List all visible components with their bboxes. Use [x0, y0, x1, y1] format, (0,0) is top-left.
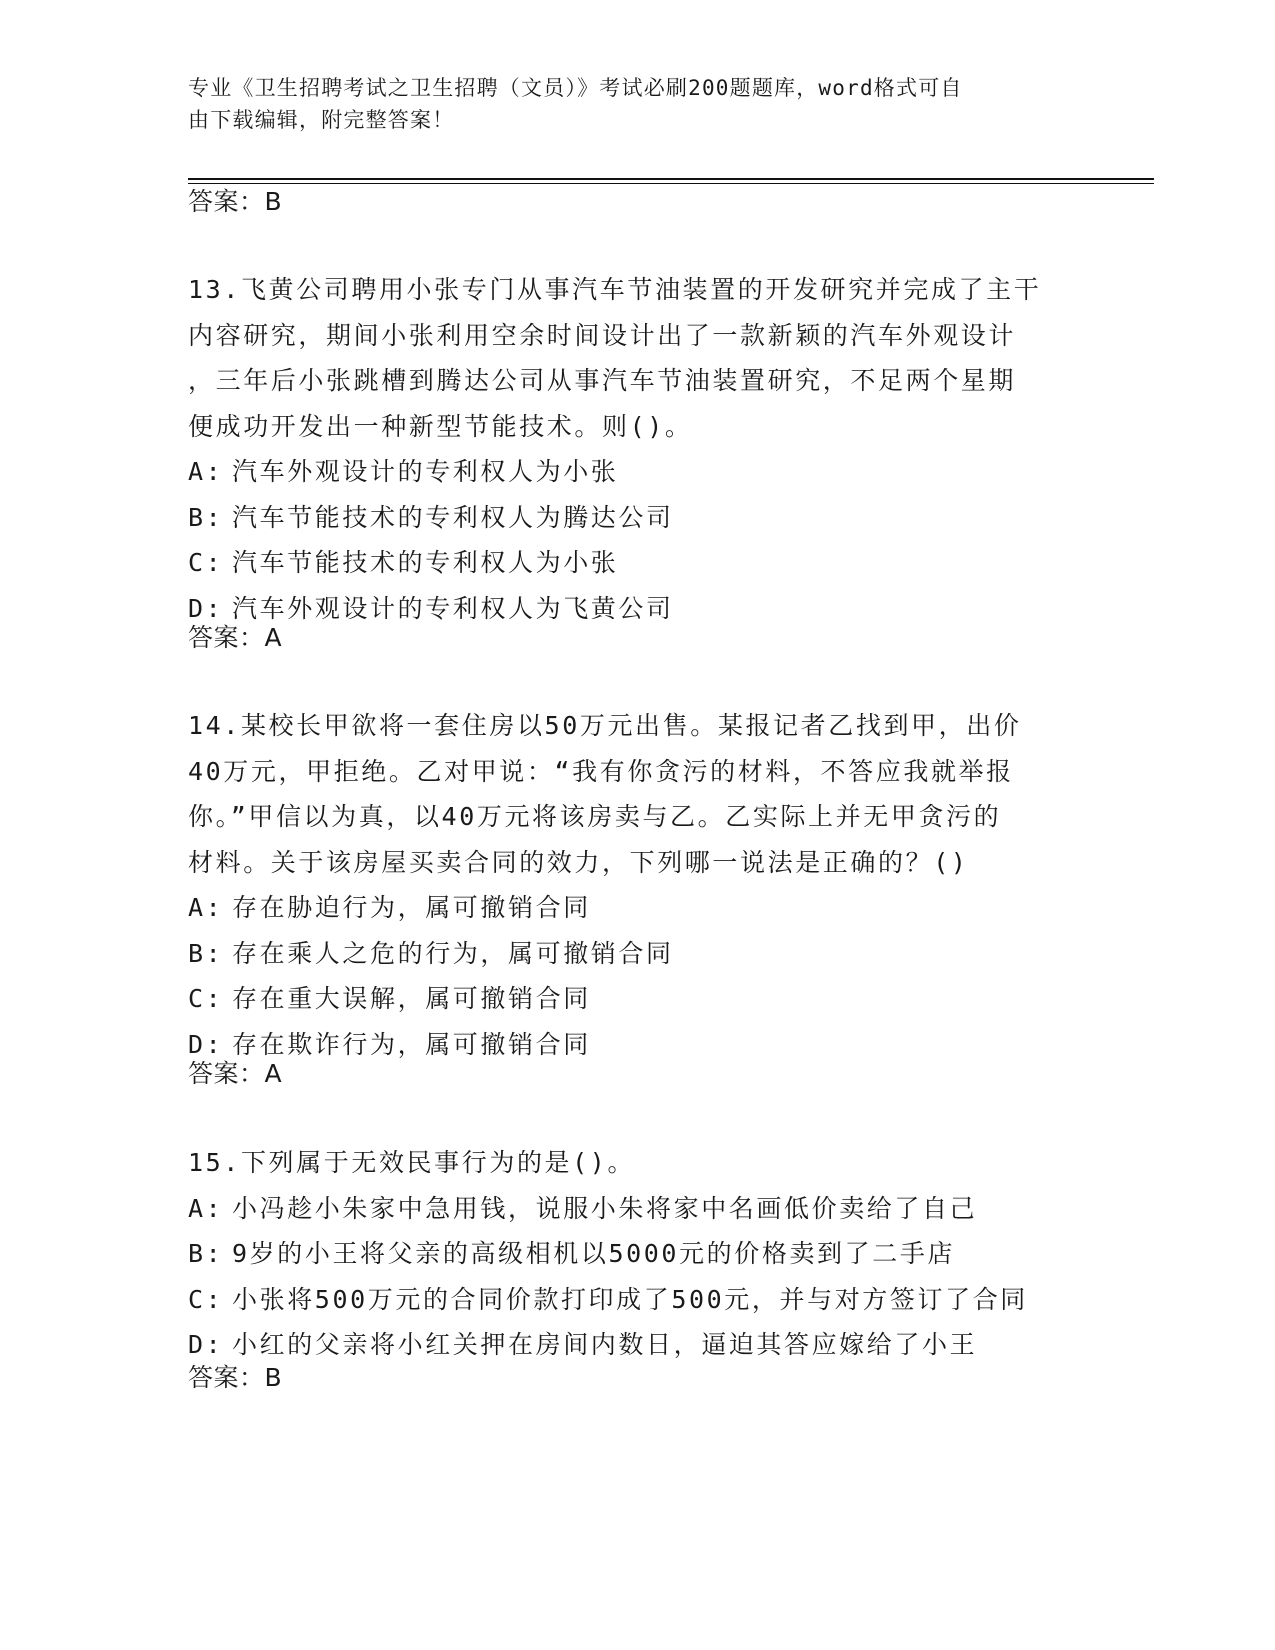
option-d: [188, 1022, 1088, 1068]
page-header: [188, 72, 1068, 136]
answer-value: B: [264, 1363, 283, 1392]
option-d: [188, 1322, 1088, 1368]
answer-label: 答案：: [188, 1059, 265, 1088]
option-letter: A:: [188, 457, 224, 486]
answer-label: 答案：: [188, 1363, 265, 1392]
option-text: 9岁的小王将父亲的高级相机以5000元的价格卖到了二手店: [232, 1239, 956, 1268]
option-letter: D:: [188, 1029, 224, 1059]
answer-label: 答案：: [188, 187, 265, 216]
option-letter: A:: [188, 893, 224, 922]
question-text-line: 内容研究，期间小张利用空余时间设计出了一款新颖的汽车外观设计: [188, 320, 1017, 350]
option-b: [188, 495, 1088, 541]
answer-label: 答案：: [188, 623, 265, 652]
option-c: [188, 1277, 1088, 1323]
question-text-line: 材料。关于该房屋买卖合同的效力，下列哪一说法是正确的？(): [188, 847, 969, 877]
option-b: [188, 1231, 1088, 1277]
question-text-line: 40万元，甲拒绝。乙对甲说：“我有你贪污的材料，不答应我就举报: [188, 756, 1014, 786]
header-line-1: 专业《卫生招聘考试之卫生招聘（文员）》考试必刷200题题库，word格式可自: [188, 76, 963, 100]
option-a: [188, 1186, 1088, 1232]
answer-line-prev: [188, 184, 282, 220]
option-text: 存在乘人之危的行为，属可撤销合同: [232, 938, 674, 968]
question-text-line: 15.下列属于无效民事行为的是()。: [188, 1148, 636, 1177]
option-letter: C:: [188, 984, 224, 1013]
answer-line-13: [188, 620, 282, 656]
option-b: [188, 931, 1088, 977]
option-letter: A:: [188, 1193, 224, 1223]
question-text-line: 便成功开发出一种新型节能技术。则()。: [188, 411, 693, 441]
header-line-2: 由下载编辑，附完整答案！: [188, 108, 455, 132]
question-text-line: ，三年后小张跳槽到腾达公司从事汽车节油装置研究，不足两个星期: [188, 366, 1017, 395]
option-text: 小冯趁小朱家中急用钱，说服小朱将家中名画低价卖给了自己: [232, 1193, 978, 1223]
header-rule-thin: [188, 183, 1154, 184]
question-15: [188, 1140, 1088, 1368]
question-text-line: 你。”甲信以为真，以40万元将该房卖与乙。乙实际上并无甲贪污的: [188, 802, 1002, 831]
option-c: [188, 976, 1088, 1022]
option-letter: D:: [188, 593, 224, 623]
option-text: 小张将500万元的合同价款打印成了500元，并与对方签订了合同: [232, 1284, 1028, 1314]
option-d: [188, 586, 1088, 632]
option-letter: C:: [188, 1284, 224, 1314]
option-text: 存在胁迫行为，属可撤销合同: [232, 893, 591, 922]
question-14: [188, 703, 1088, 1067]
option-letter: D:: [188, 1330, 224, 1359]
option-text: 汽车外观设计的专利权人为飞黄公司: [232, 593, 674, 623]
option-letter: B:: [188, 1239, 224, 1268]
question-13: [188, 267, 1088, 631]
answer-value: A: [264, 1059, 283, 1088]
answer-line-15: [188, 1360, 282, 1396]
header-rule: [188, 178, 1154, 180]
question-text-line: 14.某校长甲欲将一套住房以50万元出售。某报记者乙找到甲，出价: [188, 711, 1022, 740]
option-text: 汽车节能技术的专利权人为小张: [232, 548, 619, 577]
option-a: [188, 885, 1088, 931]
option-text: 汽车节能技术的专利权人为腾达公司: [232, 502, 674, 532]
option-c: [188, 540, 1088, 586]
option-letter: C:: [188, 548, 224, 577]
answer-line-14: [188, 1056, 282, 1092]
option-letter: B:: [188, 938, 224, 968]
answer-value: A: [264, 623, 283, 652]
option-a: [188, 449, 1088, 495]
option-letter: B:: [188, 502, 224, 532]
option-text: 小红的父亲将小红关押在房间内数日，逼迫其答应嫁给了小王: [232, 1330, 978, 1359]
answer-value: B: [264, 187, 283, 216]
option-text: 汽车外观设计的专利权人为小张: [232, 457, 619, 486]
question-text-line: 13.飞黄公司聘用小张专门从事汽车节油装置的开发研究并完成了主干: [188, 275, 1042, 304]
option-text: 存在重大误解，属可撤销合同: [232, 984, 591, 1013]
option-text: 存在欺诈行为，属可撤销合同: [232, 1029, 591, 1059]
